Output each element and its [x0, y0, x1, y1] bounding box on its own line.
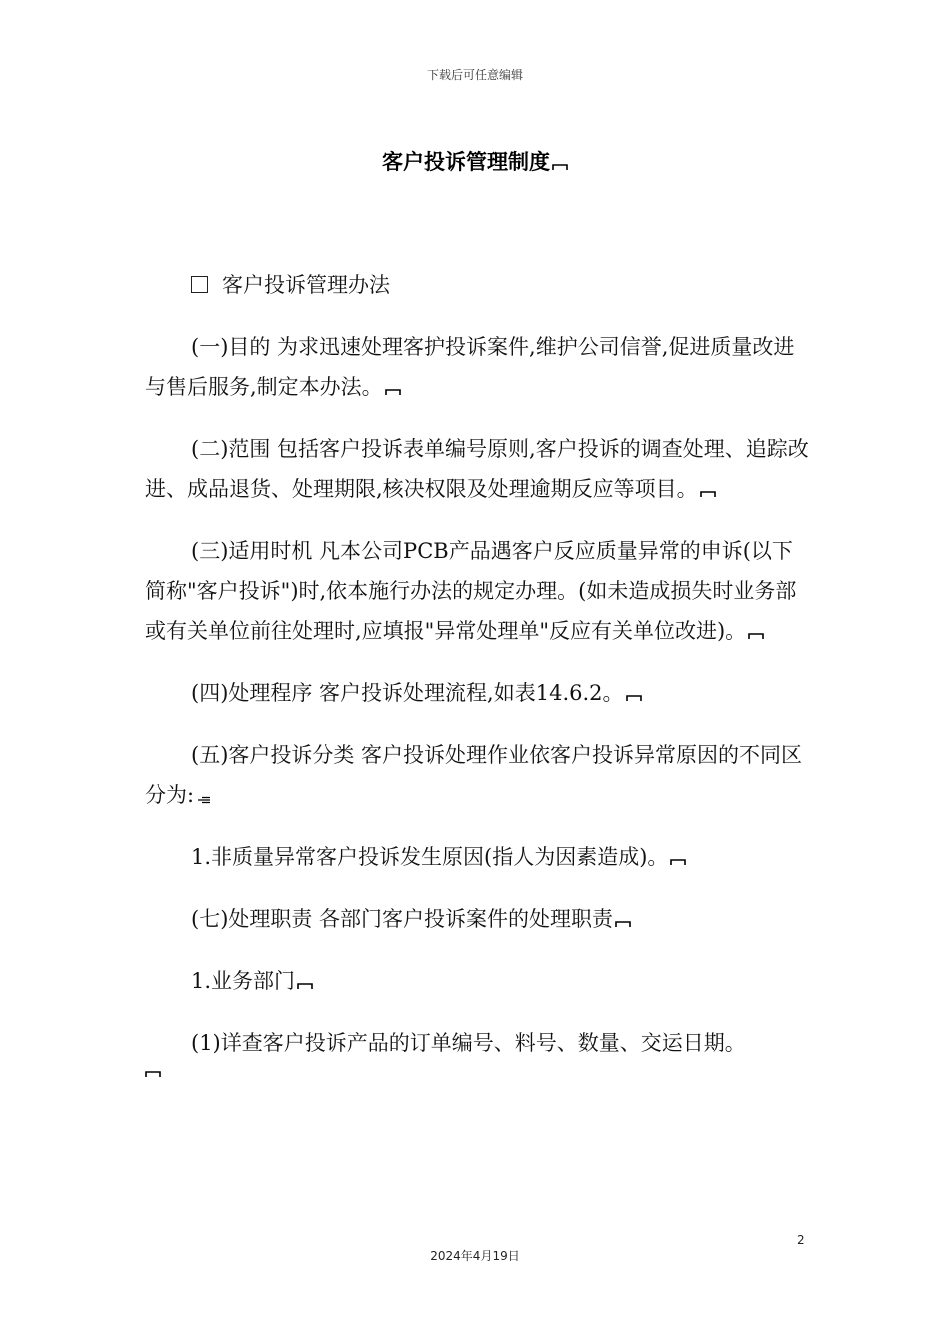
paragraph-mark-icon: [552, 163, 568, 171]
page-footer-date: 2024年4月19日: [430, 1249, 520, 1263]
paragraph-mark-icon: [748, 632, 764, 640]
paragraph-timing: (三)适用时机 凡本公司PCB产品遇客户反应质量异常的申诉(以下简称"客户投诉")时,依本施行办法的规定办理。(如未造成损失时业务部或有关单位前往处理时,应填报"异常处理单"反应有关单位改进)。: [145, 539, 797, 643]
paragraph-mark-icon: [700, 490, 716, 498]
paragraph-sales-dept: 1.业务部门: [145, 961, 810, 1001]
page-header: 下载后可任意编辑: [426, 68, 523, 82]
document-body: [145, 265, 810, 1079]
paragraph-mark-icon: [670, 858, 686, 866]
document-title: [0, 146, 950, 176]
paragraph-duties: (七)处理职责 各部门客户投诉案件的处理职责: [145, 899, 810, 939]
paragraph-check-order: (1)详查客户投诉产品的订单编号、料号、数量、交运日期。: [191, 1031, 746, 1055]
page-number: 2: [797, 1233, 805, 1247]
paragraph-mark-icon: [145, 1070, 161, 1078]
title-text: 客户投诉管理制度: [382, 150, 550, 174]
paragraph-mark-icon: [385, 388, 401, 396]
checkbox-icon: [191, 276, 208, 293]
paragraph-classification: (五)客户投诉分类 客户投诉处理作业依客户投诉异常原因的不同区分为:: [145, 743, 803, 807]
paragraph-procedure: (四)处理程序 客户投诉处理流程,如表14.6.2。: [145, 673, 810, 713]
paragraph-scope: (二)范围 包括客户投诉表单编号原则,客户投诉的调查处理、追踪改进、成品退货、处理期限,核决权限及处理逾期反应等项目。: [145, 437, 809, 501]
paragraph-heading: 客户投诉管理办法: [145, 265, 810, 305]
paragraph-mark-icon: [626, 694, 642, 702]
paragraph-mark-icon: [615, 920, 631, 928]
line-break-icon: [196, 796, 212, 804]
paragraph-mark-icon: [297, 982, 313, 990]
paragraph-purpose: (一)目的 为求迅速处理客护投诉案件,维护公司信誉,促进质量改进与售后服务,制定本办法。: [145, 335, 795, 399]
paragraph-nonquality: 1.非质量异常客户投诉发生原因(指人为因素造成)。: [145, 837, 810, 877]
